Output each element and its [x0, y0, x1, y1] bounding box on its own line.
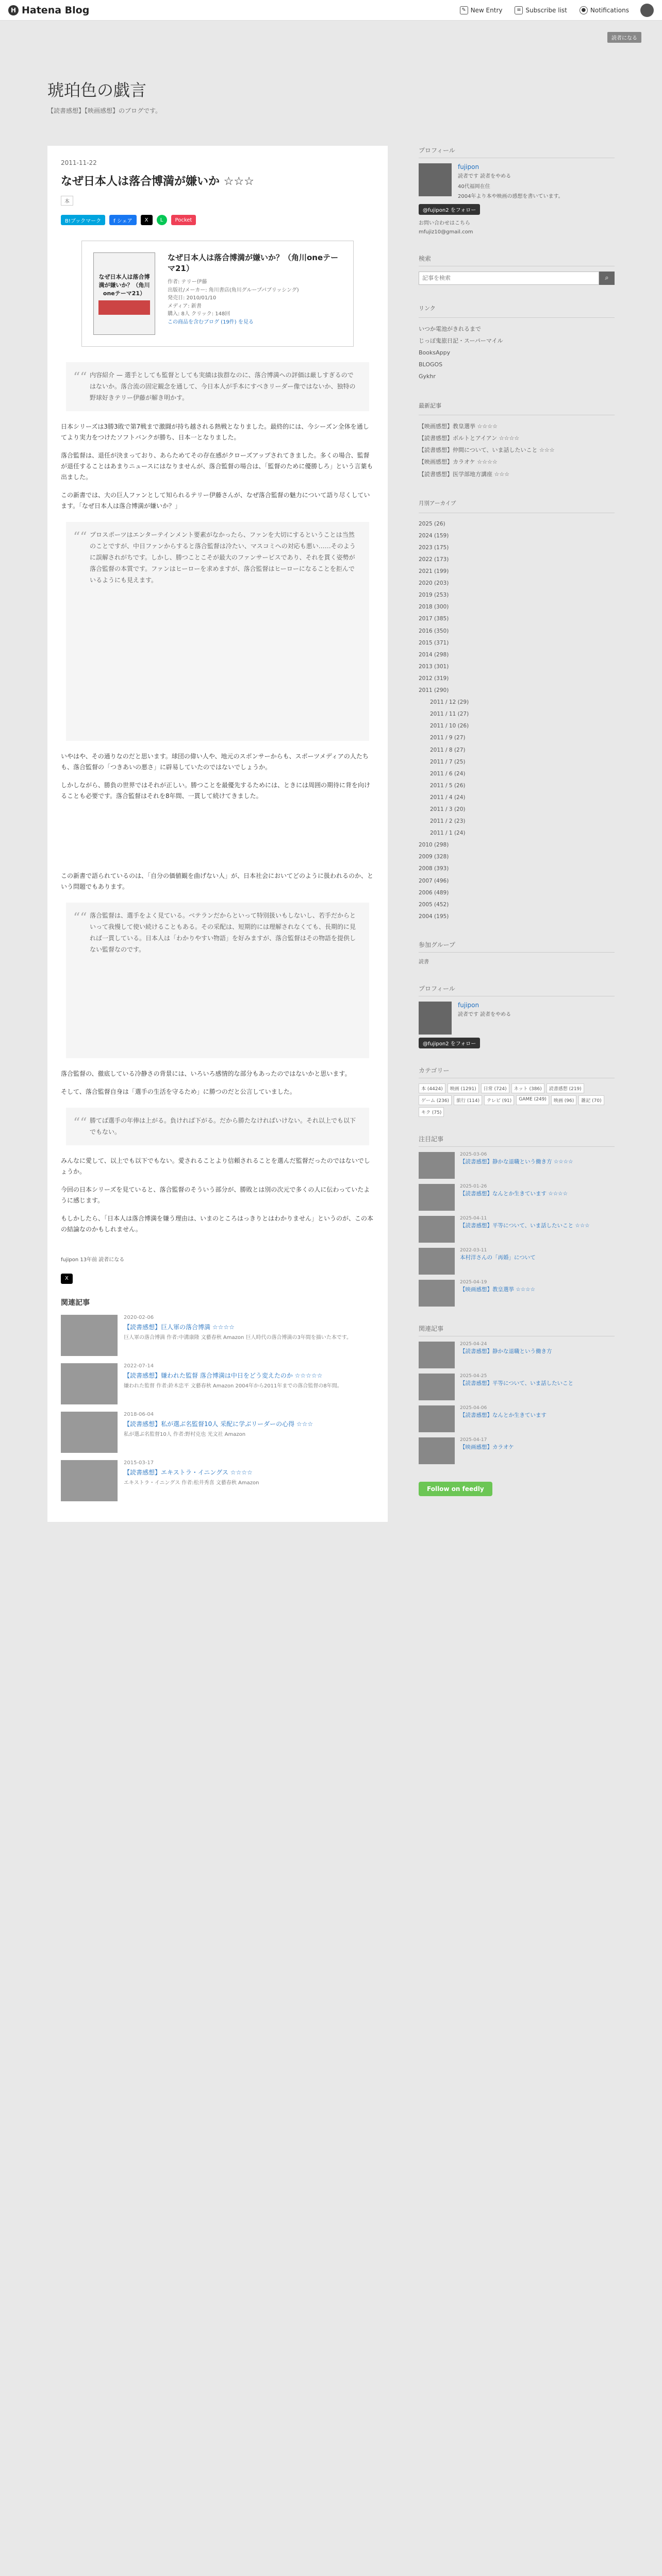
category-tag[interactable]: 映画 (96): [551, 1095, 576, 1105]
history-title[interactable]: 【読書感想】静かな退職という働き方 ☆☆☆☆: [460, 1158, 573, 1165]
profile2-heading: プロフィール: [419, 984, 615, 996]
archive-year[interactable]: 2015 (371): [419, 639, 449, 646]
user-avatar[interactable]: [640, 4, 654, 17]
x-share-button[interactable]: X: [61, 1274, 73, 1284]
recent-item[interactable]: 【映画感想】カラオケ ☆☆☆☆: [419, 459, 498, 466]
search-input[interactable]: [419, 272, 599, 285]
popular-title[interactable]: 【読書感想】なんとか生きています: [460, 1412, 547, 1418]
blog-header: [47, 21, 615, 146]
archive-year[interactable]: 2005 (452): [419, 901, 449, 908]
archive-month[interactable]: 2011 / 2 (23): [430, 818, 466, 825]
history-entry[interactable]: [419, 1152, 615, 1179]
archive-year[interactable]: 2025 (26): [419, 520, 445, 527]
paragraph: もしかしたら、「日本人は落合博満を嫌う理由は、いまのところはっきりとはわかりません」というのが、この本の結論なのかもしれません。: [61, 1214, 374, 1233]
popular-thumbnail[interactable]: [419, 1405, 455, 1432]
popular-entry[interactable]: [419, 1342, 615, 1368]
archive-module: [419, 498, 615, 923]
book-card: [81, 241, 354, 347]
search-icon[interactable]: ⌕: [599, 272, 615, 285]
contact-text: お問い合わせはこちら: [419, 220, 470, 226]
related-thumbnail[interactable]: [61, 1363, 118, 1404]
new-entry-button[interactable]: [460, 6, 503, 14]
related-heading: 関連記事: [61, 1298, 90, 1307]
subscribe-label: Subscribe list: [525, 6, 567, 14]
link-item[interactable]: BooksAppy: [419, 349, 451, 356]
history-thumbnail[interactable]: [419, 1280, 455, 1307]
category-tag[interactable]: 本 (4424): [419, 1083, 445, 1093]
archive-year[interactable]: 2024 (159): [419, 532, 449, 539]
entry-footer[interactable]: fujipon 13年前 読者になる: [61, 1257, 125, 1263]
hatena-logo[interactable]: [8, 5, 89, 16]
category-tag[interactable]: 雑記 (70): [578, 1095, 604, 1105]
popular-title[interactable]: 【読書感想】静かな退職という働き方: [460, 1348, 552, 1354]
notifications-label: Notifications: [590, 6, 629, 14]
twitter-follow-button[interactable]: @fujipon2 をフォロー: [419, 1038, 480, 1048]
archive-year[interactable]: 2018 (300): [419, 604, 449, 611]
subscribe-list-button[interactable]: [515, 6, 567, 14]
quote-block: ““ 勝てば選手の年俸は上がる。負ければ下がる。だから勝たなければいけない。それ以上でも以下でもない。: [66, 1108, 369, 1145]
link-item[interactable]: BLOGOS: [419, 361, 443, 368]
book-meta: [168, 278, 342, 326]
recent-item[interactable]: 【読書感想】ボルトとアイアン ☆☆☆☆: [419, 435, 520, 442]
category-tag[interactable]: GAME (249): [516, 1095, 549, 1105]
history-date: 2025-03-06: [460, 1151, 487, 1157]
popular-date: 2025-04-25: [460, 1373, 487, 1379]
category-tags: [419, 1083, 615, 1117]
related-title[interactable]: 【読書感想】巨人軍の落合博満 ☆☆☆☆: [124, 1323, 235, 1331]
line-share-icon[interactable]: L: [157, 215, 167, 225]
recent-item[interactable]: 【読書感想】仲間について、いま話したいこと ☆☆☆: [419, 447, 555, 454]
archive-year[interactable]: 2008 (393): [419, 866, 449, 872]
related-thumbnail[interactable]: [61, 1460, 118, 1501]
archive-year[interactable]: 2013 (301): [419, 663, 449, 670]
profile-status[interactable]: 読者です 読者をやめる: [458, 174, 511, 179]
popular-thumbnail[interactable]: [419, 1437, 455, 1464]
recent-module: [419, 400, 615, 480]
archive-month[interactable]: 2011 / 8 (27): [430, 747, 466, 753]
footer-share-buttons: [61, 1274, 374, 1284]
book-blog-link[interactable]: この商品を含むブログ (19件) を見る: [168, 319, 254, 325]
recent-heading: 最新記事: [419, 400, 615, 415]
archive-month[interactable]: 2011 / 11 (27): [430, 711, 469, 718]
book-publisher: 出版社/メーカー: 角川書店(角川グループパブリッシング): [168, 287, 299, 293]
archive-month[interactable]: 2011 / 10 (26): [430, 723, 469, 730]
related-body: エキストラ・イニングス 作者:松井秀喜 文藝春秋 Amazon: [124, 1480, 259, 1486]
archive-year[interactable]: 2023 (175): [419, 544, 449, 551]
link-item[interactable]: じっぽ鬼旅日記・スーパーマイル: [419, 337, 503, 344]
archive-year[interactable]: 2011 (290): [419, 687, 449, 694]
profile-location: 40代福岡在住: [458, 183, 490, 190]
profile-name[interactable]: fujipon: [458, 163, 479, 171]
feedly-follow-button[interactable]: Follow on feedly: [419, 1482, 492, 1496]
history-title[interactable]: 【読書感想】平等について、いま話したいこと ☆☆☆: [460, 1222, 590, 1229]
paragraph: この新書で語られているのは、「自分の価値観を曲げない人」が、日本社会においてどのように扱われるのか、という問題でもあります。: [61, 872, 374, 890]
profile-avatar[interactable]: [419, 1002, 452, 1035]
links-module: [419, 302, 615, 383]
archive-year[interactable]: 2012 (319): [419, 675, 449, 682]
logo-text: Hatena Blog: [22, 4, 90, 16]
search-heading: 検索: [419, 254, 615, 266]
popular-date: 2025-04-24: [460, 1341, 487, 1347]
popular-entry[interactable]: [419, 1405, 615, 1432]
profile-name[interactable]: fujipon: [458, 1001, 479, 1009]
popular-heading: 関連記事: [419, 1324, 615, 1336]
related-date: 2020-02-06: [124, 1314, 154, 1320]
category-tag[interactable]: 旅行 (114): [454, 1095, 482, 1105]
archive-month[interactable]: 2011 / 3 (20): [430, 806, 466, 812]
history-thumbnail[interactable]: [419, 1152, 455, 1179]
history-entry[interactable]: [419, 1280, 615, 1307]
list-icon: ≡: [515, 6, 523, 14]
popular-date: 2025-04-06: [460, 1405, 487, 1411]
category-tag[interactable]: 映画 (1291): [448, 1083, 479, 1093]
history-thumbnail[interactable]: [419, 1216, 455, 1243]
history-title[interactable]: 【読書感想】なんとか生きています ☆☆☆☆: [460, 1190, 568, 1197]
archive-month[interactable]: 2011 / 7 (25): [430, 758, 466, 765]
profile-heading: プロフィール: [419, 146, 615, 158]
related-date: 2018-06-04: [124, 1411, 154, 1417]
profile-module: [419, 146, 615, 236]
related-body: 私が選ぶ名監督10人 作者:野村克也 光文社 Amazon: [124, 1431, 246, 1437]
popular-entry[interactable]: [419, 1374, 615, 1400]
book-media: メディア: 新書: [168, 303, 202, 309]
related-title[interactable]: 【読書感想】私が選ぶ名監督10人 采配に学ぶリーダーの心得 ☆☆☆: [124, 1420, 313, 1428]
history-entry[interactable]: [419, 1216, 615, 1243]
notifications-button[interactable]: [580, 6, 629, 14]
profile-bio: 2004年より本や映画の感想を書いています。: [458, 194, 564, 199]
popular-title[interactable]: 【映画感想】カラオケ: [460, 1444, 514, 1450]
related-entry[interactable]: [61, 1412, 374, 1453]
hatena-bookmark-button[interactable]: B!ブックマーク: [61, 215, 105, 225]
related-title[interactable]: 【読書感想】嫌われた監督 落合博満は中日をどう変えたのか ☆☆☆☆☆: [124, 1371, 323, 1379]
popular-thumbnail[interactable]: [419, 1374, 455, 1400]
blog-title[interactable]: 琥珀色の戯言: [47, 80, 147, 100]
history-title[interactable]: 本村洋さんの「再婚」について: [460, 1254, 536, 1261]
book-cover-band: [98, 300, 150, 315]
popular-entry[interactable]: [419, 1437, 615, 1464]
archive-month[interactable]: 2011 / 9 (27): [430, 735, 466, 741]
category-tag[interactable]: テレビ (91): [484, 1095, 514, 1105]
popular-module: [419, 1324, 615, 1464]
related-entry[interactable]: [61, 1315, 374, 1356]
history-date: 2025-04-11: [460, 1215, 487, 1221]
share-buttons: [61, 215, 374, 225]
category-tag[interactable]: 日常 (724): [481, 1083, 509, 1093]
popular-title[interactable]: 【読書感想】平等について、いま話したいこと: [460, 1380, 574, 1386]
related-thumbnail[interactable]: [61, 1412, 118, 1453]
book-clicks: 購入: 8人 クリック: 148回: [168, 311, 230, 317]
book-cover-image[interactable]: [93, 252, 155, 335]
popular-date: 2025-04-17: [460, 1437, 487, 1443]
quote-block: ““ 落合監督は、選手をよく見ている。ベテランだからといって特別扱いもしないし、若手だからといって我慢して使い続けることもある。その采配は、短期的には理解されなくても、長期的に見れば一貫している。日本人は「わかりやすい物語」を好みますが、落合監督はその物語を提供しない監督なのです。: [66, 903, 369, 1059]
archive-month[interactable]: 2011 / 4 (24): [430, 794, 466, 801]
pocket-button[interactable]: Pocket: [171, 215, 196, 225]
archive-month[interactable]: 2011 / 6 (24): [430, 770, 466, 777]
group-link[interactable]: 読書: [419, 959, 429, 965]
group-heading: 参加グループ: [419, 940, 615, 953]
archive-month[interactable]: 2011 / 1 (24): [430, 830, 466, 837]
recent-item[interactable]: 【読書感想】医学部地方講座 ☆☆☆: [419, 470, 510, 478]
history-title[interactable]: 【映画感想】教皇選挙 ☆☆☆☆: [460, 1286, 535, 1293]
archive-year[interactable]: 2019 (253): [419, 592, 449, 599]
history-thumbnail[interactable]: [419, 1184, 455, 1211]
archive-month[interactable]: 2011 / 5 (26): [430, 782, 466, 789]
archive-month[interactable]: 2011 / 12 (29): [430, 699, 469, 706]
archive-year[interactable]: 2020 (203): [419, 580, 449, 587]
category-tag[interactable]: ゲーム (236): [419, 1095, 452, 1105]
category-tag[interactable]: 読書感想 (219): [547, 1083, 584, 1093]
related-entry[interactable]: [61, 1363, 374, 1404]
x-share-button[interactable]: X: [141, 215, 153, 225]
archive-year[interactable]: 2016 (350): [419, 628, 449, 634]
twitter-follow-button[interactable]: @fujipon2 をフォロー: [419, 204, 480, 215]
related-date: 2022-07-14: [124, 1363, 154, 1369]
history-heading: 注目記事: [419, 1134, 615, 1147]
archive-year[interactable]: 2004 (195): [419, 913, 449, 920]
entry-date[interactable]: 2011-11-22: [61, 159, 97, 166]
group-module: [419, 940, 615, 967]
paragraph: 落合監督は、退任が決まっており、あらためてその存在感がクローズアップされてきました。多くの場合、監督が退任することはあまりニュースにはなりませんが、落合監督の場合は、「監督のために優勝しろ」という言葉も出ました。: [61, 451, 373, 481]
archive-year[interactable]: 2021 (199): [419, 568, 449, 575]
book-cover-title: なぜ日本人は落合博満が嫌いか？（角川oneテーマ21）: [98, 274, 150, 297]
profile-avatar[interactable]: [419, 163, 452, 196]
archive-year[interactable]: 2007 (496): [419, 877, 449, 884]
category-tag[interactable]: キク (75): [419, 1107, 444, 1117]
history-date: 2025-04-19: [460, 1279, 487, 1285]
archive-year[interactable]: 2010 (298): [419, 842, 449, 849]
book-date: 発売日: 2010/01/10: [168, 295, 217, 301]
quote-block: ““ 内容紹介 — 選手としても監督としても実績は抜群なのに、落合博満への評価は厳しすぎるのではないか。落合流の固定観念を通して、今日本人が手本にすべきリーダー像ではないか、独特の野球好きテリー伊藤が解き明かす。: [66, 362, 369, 411]
recent-item[interactable]: 【映画感想】教皇選挙 ☆☆☆☆: [419, 423, 498, 430]
category-module: [419, 1066, 615, 1117]
archive-year[interactable]: 2014 (298): [419, 651, 449, 658]
links-heading: リンク: [419, 302, 615, 318]
history-date: 2025-01-26: [460, 1183, 487, 1189]
paragraph: 今回の日本シリーズを見ていると、落合監督のそういう部分が、勝敗とは別の次元で多くの人に伝わっていたように感じます。: [61, 1185, 370, 1204]
bell-icon: ●: [580, 6, 588, 14]
archive-year[interactable]: 2009 (328): [419, 854, 449, 860]
related-title[interactable]: 【読書感想】エキストラ・イニングス ☆☆☆☆: [124, 1468, 253, 1476]
paragraph: みんなに愛して、以上でも以下でもない。愛されることより信頼されることを選んだ監督だったのではないでしょうか。: [61, 1157, 370, 1175]
history-date: 2022-03-11: [460, 1247, 487, 1253]
link-item[interactable]: いつか電池がきれるまで: [419, 325, 481, 332]
blog-description: 【読書感想】【映画感想】のブログです。: [47, 107, 162, 114]
link-item[interactable]: Gykhr: [419, 372, 436, 380]
archive-heading: 月別アーカイブ: [419, 498, 615, 513]
quote-block: ““ プロスポーツはエンターテインメント要素がなかったら、ファンを大切にするということは当然のことですが、中日ファンからすると落合監督は冷たい、マスコミへの対応も悪い……そのように誤解されがちです。しかし、勝つことこそが最大のファンサービスであり、それを貫く姿勢が落合監督の本質です。ファンはヒーローを求めますが、落合監督はヒーローになることを拒んでいるようにも見えます。: [66, 522, 369, 741]
entry-article: [47, 146, 388, 1522]
new-entry-label: New Entry: [470, 6, 503, 14]
category-tag[interactable]: ネット (386): [511, 1083, 544, 1093]
archive-year[interactable]: 2006 (489): [419, 889, 449, 896]
paragraph: 日本シリーズは3勝3敗で第7戦まで激闘が持ち越される熱戦となりました。最終的には、今シーズン全体を通してより実力をつけたソフトバンクが勝ち、日本一となりました。: [61, 422, 369, 441]
top-bar: [0, 0, 662, 21]
pencil-icon: ✎: [460, 6, 468, 14]
history-module: [419, 1134, 615, 1307]
related-thumbnail[interactable]: [61, 1315, 118, 1356]
facebook-share-button[interactable]: f シェア: [109, 215, 137, 225]
subscribe-badge[interactable]: 読者になる: [607, 32, 641, 43]
search-module: [419, 254, 615, 285]
paragraph: そして、落合監督自身は「選手の生活を守るため」に勝つのだと公言していました。: [61, 1088, 296, 1096]
history-entry[interactable]: [419, 1248, 615, 1275]
archive-year[interactable]: 2022 (173): [419, 556, 449, 563]
contact-mail[interactable]: mfujiz10@gmail.com: [419, 229, 473, 235]
paragraph: 落合監督の、徹底している冷静さの背景には、いろいろ感情的な部分もあったのではないかと思います。: [61, 1070, 351, 1078]
category-heading: カテゴリー: [419, 1066, 615, 1078]
book-title-link[interactable]: なぜ日本人は落合博満が嫌いか？（角川oneテーマ21）: [168, 253, 339, 273]
book-author: 作者: テリー伊藤: [168, 279, 207, 285]
history-entry[interactable]: [419, 1184, 615, 1211]
profile-status[interactable]: 読者です 読者をやめる: [458, 1011, 511, 1018]
entry-category[interactable]: 本: [61, 196, 73, 206]
hatena-logo-icon: H: [8, 5, 19, 15]
related-entry[interactable]: [61, 1460, 374, 1501]
entry-title[interactable]: なぜ日本人は落合博満が嫌いか ☆☆☆: [61, 175, 254, 188]
paragraph: いやはや、その通りなのだと思います。球団の偉い人や、地元のスポンサーからも、スポーツメディアの人たちも、落合監督の「つきあいの悪さ」に辟易していたのではないでしょうか。: [61, 752, 369, 771]
paragraph: しかしながら、勝負の世界ではそれが正しい。勝つことを最優先するためには、ときには周囲の期待に背を向けることも必要です。落合監督はそれを8年間、一貫して続けてきました。: [61, 781, 371, 800]
related-body: 巨人軍の落合博満 作者:中溝康隆 文藝春秋 Amazon 巨人時代の落合博満の3年間を描いた本です。: [124, 1334, 352, 1341]
popular-thumbnail[interactable]: [419, 1342, 455, 1368]
profile2-module: [419, 984, 615, 1048]
archive-year[interactable]: 2017 (385): [419, 616, 449, 622]
related-date: 2015-03-17: [124, 1460, 154, 1466]
history-thumbnail[interactable]: [419, 1248, 455, 1275]
paragraph: この新書では、大の巨人ファンとして知られるテリー伊藤さんが、なぜ落合監督の魅力について語り尽くしています。「なぜ日本人は落合博満が嫌いか？」: [61, 491, 370, 510]
sidebar: [419, 146, 615, 1496]
related-body: 嫌われた監督 作者:鈴木忠平 文藝春秋 Amazon 2004年から2011年までの落合監督の8年間。: [124, 1383, 342, 1389]
